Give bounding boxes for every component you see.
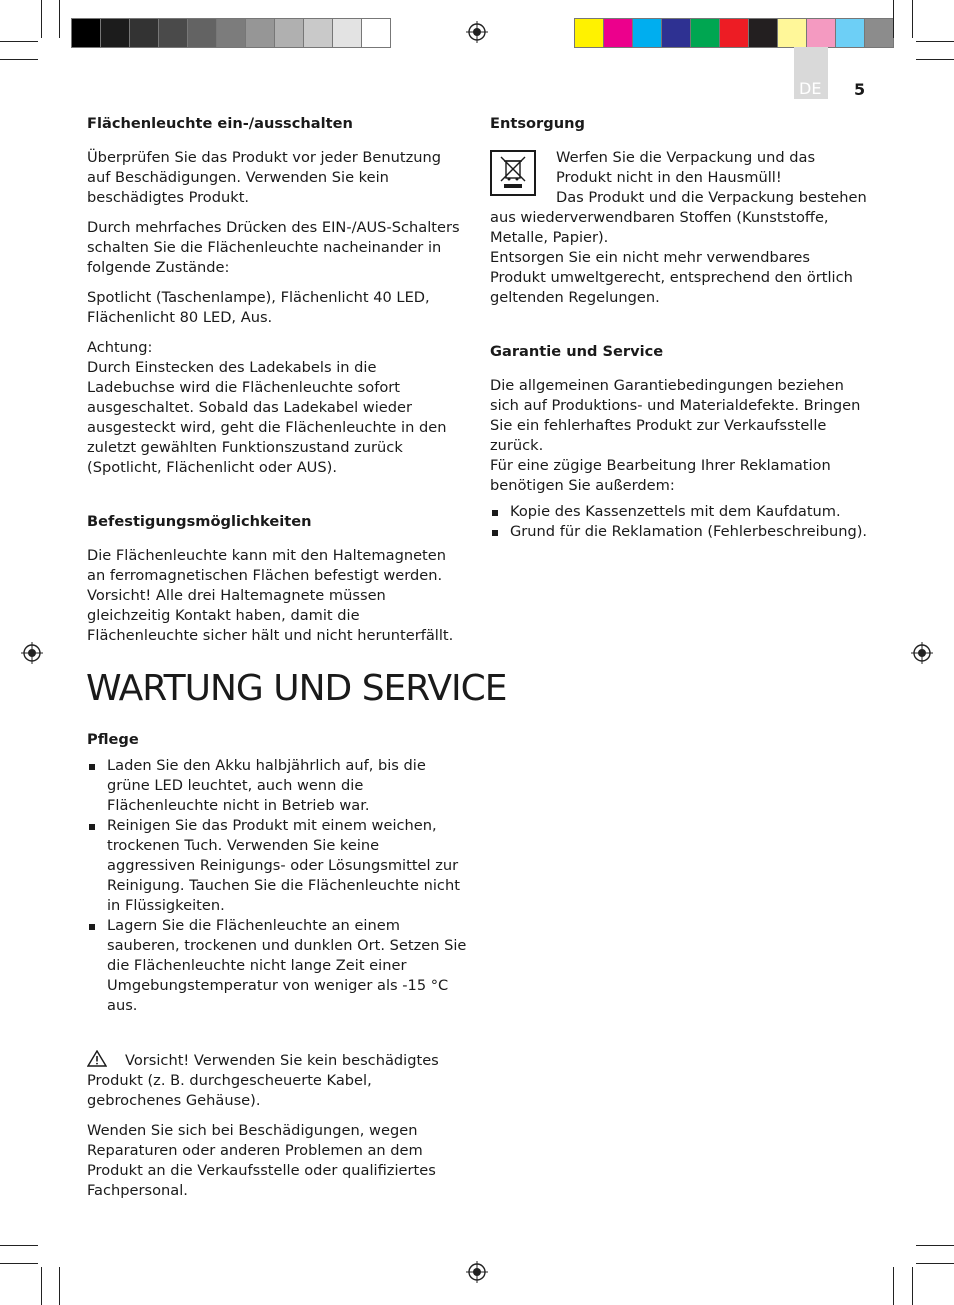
attention-text: Durch Einstecken des Ladekabels in die Ladebuchse wird die Flächenleuchte sofort ausgeschaltet. Sobald das Ladekabel wieder ausgesteckt wird, geht die Flächenleuchte in den zuletzt gewählten Funktionszustand zurück (Spotlicht, Flächenlicht oder AUS).	[87, 359, 447, 476]
section-heading: Garantie und Service	[490, 343, 664, 360]
registration-mark-icon	[21, 642, 43, 664]
color-swatch	[72, 19, 101, 47]
warranty-text	[490, 376, 870, 496]
color-swatch	[101, 19, 130, 47]
paragraph: Durch mehrfaches Drücken des EIN-/AUS-Schalters schalten Sie die Flächenleuchte nacheinander in folgende Zustände:	[87, 219, 460, 276]
registration-mark-icon	[466, 1261, 488, 1283]
color-swatch	[749, 19, 778, 47]
color-swatch	[575, 19, 604, 47]
color-swatch	[304, 19, 333, 47]
color-swatch	[275, 19, 304, 47]
paragraph: Spotlicht (Taschenlampe), Flächenlicht 40 LED, Flächenlicht 80 LED, Aus.	[87, 289, 430, 326]
color-swatch	[691, 19, 720, 47]
warning-text: Vorsicht! Verwenden Sie kein beschädigtes Produkt (z. B. durchgescheuerte Kabel, gebrochenes Gehäuse).	[87, 1052, 439, 1109]
left-column-care	[87, 730, 467, 1211]
color-swatch	[720, 19, 749, 47]
color-swatch	[604, 19, 633, 47]
warranty-list	[490, 502, 870, 542]
section-heading: Entsorgung	[490, 115, 585, 132]
color-swatch	[836, 19, 865, 47]
list-item: Laden Sie den Akku halbjährlich auf, bis die grüne LED leuchtet, auch wenn die Flächenleuchte nicht in Betrieb war.	[87, 756, 467, 816]
gray-color-bar	[71, 18, 391, 48]
section-heading: Befestigungsmöglichkeiten	[87, 513, 312, 530]
warning-icon	[87, 1050, 107, 1067]
paragraph: Die allgemeinen Garantiebedingungen beziehen sich auf Produktions- und Materialdefekte. Bringen Sie ein fehlerhaftes Produkt zur Verkaufsstelle zurück.	[490, 377, 861, 454]
paragraph: Überprüfen Sie das Produkt vor jeder Benutzung auf Beschädigungen. Verwenden Sie kein beschädigtes Produkt.	[87, 149, 442, 206]
paragraph: Werfen Sie die Verpackung und das Produkt nicht in den Hausmüll!	[556, 149, 816, 186]
color-swatch	[246, 19, 275, 47]
section-heading: Pflege	[87, 731, 139, 748]
process-color-bar	[574, 18, 894, 48]
color-swatch	[333, 19, 362, 47]
color-swatch	[217, 19, 246, 47]
list-item: Grund für die Reklamation (Fehlerbeschreibung).	[490, 522, 870, 542]
color-swatch	[130, 19, 159, 47]
paragraph: Die Flächenleuchte kann mit den Haltemagneten an ferromagnetischen Flächen befestigt werden. Vorsicht! Alle drei Haltemagnete müssen gleichzeitig Kontakt haben, damit die Flächenleuchte sicher hält und nicht herunterfällt.	[87, 547, 454, 644]
list-item: Kopie des Kassenzettels mit dem Kaufdatum.	[490, 502, 870, 522]
disposal-text	[490, 148, 870, 308]
color-swatch	[807, 19, 836, 47]
language-tab	[794, 47, 828, 99]
language-label: DE	[799, 79, 822, 98]
attention-label: Achtung:	[87, 339, 153, 356]
color-swatch	[362, 19, 390, 47]
paragraph: Wenden Sie sich bei Beschädigungen, wegen Reparaturen oder anderen Problemen an dem Produkt an die Verkaufsstelle oder qualifiziertes Fachpersonal.	[87, 1122, 436, 1199]
paragraph: Für eine zügige Bearbeitung Ihrer Reklamation benötigen Sie außerdem:	[490, 457, 831, 494]
page-number: 5	[854, 80, 866, 99]
care-list	[87, 756, 467, 1016]
list-item: Lagern Sie die Flächenleuchte an einem sauberen, trockenen und dunklen Ort. Setzen Sie die Flächenleuchte nicht lange Zeit einer Umgebungstemperatur von weniger als -15 °C aus.	[87, 916, 467, 1016]
color-swatch	[159, 19, 188, 47]
paragraph: Das Produkt und die Verpackung bestehen aus wiederverwendbaren Stoffen (Kunststoffe, Metalle, Papier).	[490, 189, 867, 246]
color-swatch	[778, 19, 807, 47]
chapter-title: WARTUNG UND SERVICE	[86, 668, 507, 709]
registration-mark-icon	[466, 21, 488, 43]
color-swatch	[662, 19, 691, 47]
paragraph	[87, 338, 467, 478]
registration-mark-icon	[911, 642, 933, 664]
left-column	[87, 114, 467, 656]
paragraph: Entsorgen Sie ein nicht mehr verwendbares Produkt umweltgerecht, entsprechend den örtlich geltenden Regelungen.	[490, 249, 853, 306]
list-item: Reinigen Sie das Produkt mit einem weichen, trockenen Tuch. Verwenden Sie keine aggressiven Reinigungs- oder Lösungsmittel zur Reinigung. Tauchen Sie die Flächenleuchte nicht in Flüssigkeiten.	[87, 816, 467, 916]
color-swatch	[865, 19, 893, 47]
section-heading: Flächenleuchte ein-/ausschalten	[87, 115, 353, 132]
color-swatch	[633, 19, 662, 47]
crossed-bin-icon	[490, 150, 536, 196]
warning-paragraph	[87, 1050, 467, 1111]
right-column	[490, 114, 870, 552]
color-swatch	[188, 19, 217, 47]
